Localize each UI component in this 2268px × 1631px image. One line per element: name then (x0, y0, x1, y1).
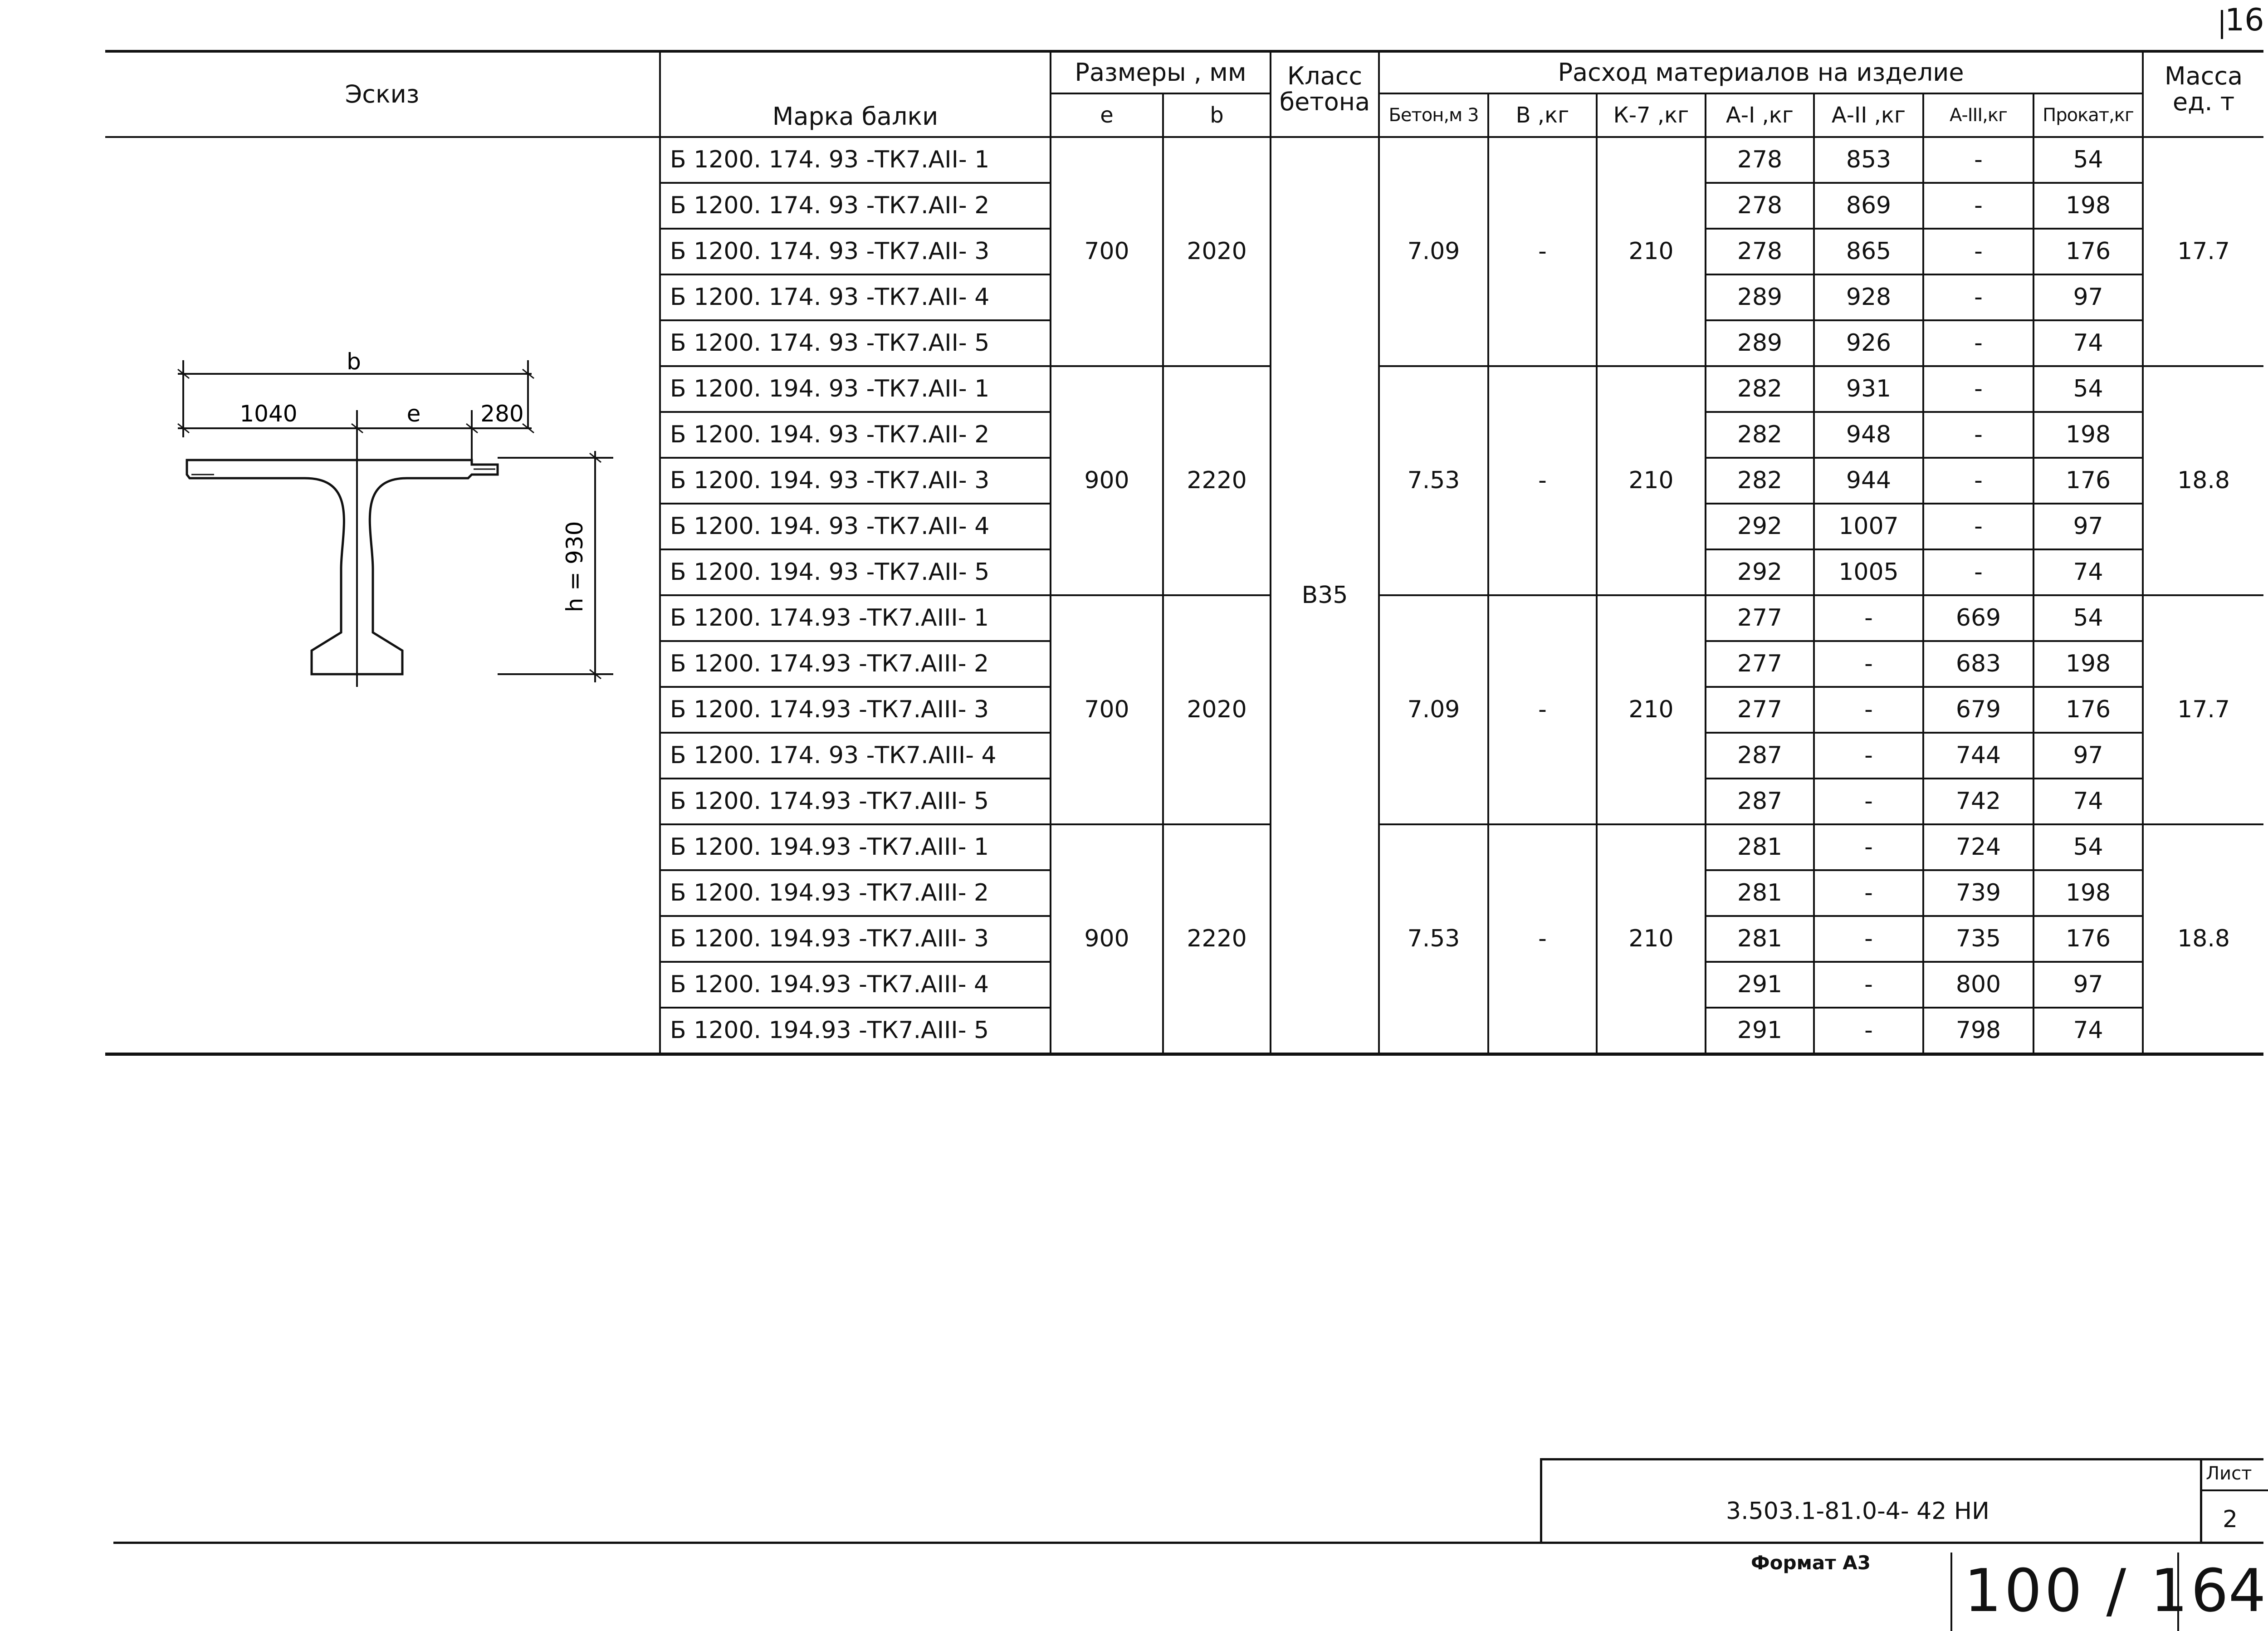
a1-kg-value: 292 (1706, 549, 1814, 595)
rolled-kg-value: 54 (2033, 595, 2143, 641)
a2-kg-value: 853 (1814, 137, 1923, 183)
k7-kg-value: 210 (1597, 366, 1706, 595)
rolled-kg-value: 74 (2033, 1008, 2143, 1054)
table-row (105, 137, 2263, 183)
a3-kg-value: - (1923, 412, 2033, 458)
concrete-volume-value: 7.53 (1379, 366, 1488, 595)
mass-value: 17.7 (2143, 595, 2263, 824)
rolled-kg-value: 176 (2033, 229, 2143, 274)
rolled-kg-value: 176 (2033, 458, 2143, 504)
corner-page-number: 16 (2225, 2, 2264, 38)
beam-mark: Б 1200. 174. 93 -ТК7.АII- 3 (660, 229, 1051, 274)
dim-e-value: 700 (1051, 595, 1163, 824)
a2-kg-value: 931 (1814, 366, 1923, 412)
b-kg-value: - (1488, 824, 1597, 1054)
a3-kg-value: 798 (1923, 1008, 2033, 1054)
rolled-kg-value: 198 (2033, 183, 2143, 229)
a2-kg-value: - (1814, 916, 1923, 962)
rolled-kg-value: 198 (2033, 412, 2143, 458)
k7-kg-value: 210 (1597, 595, 1706, 824)
rolled-kg-value: 198 (2033, 870, 2143, 916)
col-k7-kg: К-7 ,кг (1597, 93, 1706, 137)
sheet-box (2200, 1460, 2268, 1543)
document-code: 3.503.1-81.0-4- 42 НИ (1726, 1498, 1989, 1525)
beam-mark: Б 1200. 194. 93 -ТК7.АII- 5 (660, 549, 1051, 595)
a2-kg-value: 928 (1814, 274, 1923, 320)
col-dimensions: Размеры , мм (1051, 51, 1271, 93)
a3-kg-value: - (1923, 320, 2033, 366)
beam-mark: Б 1200. 174. 93 -ТК7.АII- 1 (660, 137, 1051, 183)
beam-mark: Б 1200. 174.93 -ТК7.АIII- 2 (660, 641, 1051, 687)
a2-kg-value: 944 (1814, 458, 1923, 504)
rolled-kg-value: 54 (2033, 137, 2143, 183)
col-concrete-class: Класс бетона (1271, 51, 1379, 137)
k7-kg-value: 210 (1597, 824, 1706, 1054)
a3-kg-value: - (1923, 458, 2033, 504)
a3-kg-value: - (1923, 549, 2033, 595)
a1-kg-value: 278 (1706, 137, 1814, 183)
a3-kg-value: 679 (1923, 687, 2033, 733)
col-a1-kg: А-I ,кг (1706, 93, 1814, 137)
rolled-kg-value: 74 (2033, 320, 2143, 366)
beam-mark: Б 1200. 194. 93 -ТК7.АII- 3 (660, 458, 1051, 504)
sketch-label-b: b (347, 348, 361, 375)
col-mass: Масса ед. т (2143, 51, 2263, 137)
col-sketch: Эскиз (105, 51, 660, 137)
a1-kg-value: 277 (1706, 687, 1814, 733)
rolled-kg-value: 97 (2033, 274, 2143, 320)
col-a2-kg: А-II ,кг (1814, 93, 1923, 137)
beam-mark: Б 1200. 174. 93 -ТК7.АIII- 4 (660, 733, 1051, 779)
beam-mark: Б 1200. 194.93 -ТК7.АIII- 5 (660, 1008, 1051, 1054)
a3-kg-value: - (1923, 229, 2033, 274)
a1-kg-value: 287 (1706, 733, 1814, 779)
rolled-kg-value: 198 (2033, 641, 2143, 687)
beam-mark: Б 1200. 174. 93 -ТК7.АII- 4 (660, 274, 1051, 320)
sketch-label-e: e (406, 401, 421, 427)
a3-kg-value: 739 (1923, 870, 2033, 916)
beam-spec-table (105, 50, 2263, 1056)
b-kg-value: - (1488, 366, 1597, 595)
rolled-kg-value: 54 (2033, 366, 2143, 412)
col-concrete-volume: Бетон,м 3 (1379, 93, 1488, 137)
beam-mark: Б 1200. 174. 93 -ТК7.АII- 5 (660, 320, 1051, 366)
mass-value: 17.7 (2143, 137, 2263, 366)
col-a3-kg: А-III,кг (1923, 93, 2033, 137)
a3-kg-value: - (1923, 274, 2033, 320)
a3-kg-value: 669 (1923, 595, 2033, 641)
a3-kg-value: 742 (1923, 779, 2033, 824)
sketch-label-h: h = 930 (562, 521, 588, 612)
beam-mark: Б 1200. 174.93 -ТК7.АIII- 5 (660, 779, 1051, 824)
page-number-left: 100 / 1 (1964, 1556, 2191, 1625)
beam-mark: Б 1200. 194.93 -ТК7.АIII- 2 (660, 870, 1051, 916)
a3-kg-value: 800 (1923, 962, 2033, 1008)
dim-e-value: 900 (1051, 824, 1163, 1054)
col-dim-b: b (1163, 93, 1271, 137)
beam-mark: Б 1200. 194.93 -ТК7.АIII- 1 (660, 824, 1051, 870)
bottom-rule (113, 1542, 2263, 1544)
a3-kg-value: - (1923, 183, 2033, 229)
a2-kg-value: - (1814, 595, 1923, 641)
beam-mark: Б 1200. 194. 93 -ТК7.АII- 2 (660, 412, 1051, 458)
a3-kg-value: 683 (1923, 641, 2033, 687)
col-materials: Расход материалов на изделие (1379, 51, 2143, 93)
a2-kg-value: - (1814, 687, 1923, 733)
a2-kg-value: - (1814, 641, 1923, 687)
mass-value: 18.8 (2143, 366, 2263, 595)
a1-kg-value: 292 (1706, 504, 1814, 549)
paper-format: Формат А3 (1751, 1552, 1871, 1574)
a1-kg-value: 277 (1706, 641, 1814, 687)
corner-divider (2221, 10, 2223, 39)
a3-kg-value: 735 (1923, 916, 2033, 962)
concrete-volume-value: 7.09 (1379, 137, 1488, 366)
sketch-label-1040: 1040 (240, 401, 298, 427)
a2-kg-value: 1005 (1814, 549, 1923, 595)
a2-kg-value: - (1814, 824, 1923, 870)
beam-mark: Б 1200. 194.93 -ТК7.АIII- 4 (660, 962, 1051, 1008)
a2-kg-value: - (1814, 733, 1923, 779)
rolled-kg-value: 97 (2033, 733, 2143, 779)
a2-kg-value: 869 (1814, 183, 1923, 229)
k7-kg-value: 210 (1597, 137, 1706, 366)
sketch-label-280: 280 (480, 401, 524, 427)
a1-kg-value: 281 (1706, 824, 1814, 870)
concrete-volume-value: 7.09 (1379, 595, 1488, 824)
beam-mark: Б 1200. 174.93 -ТК7.АIII- 3 (660, 687, 1051, 733)
mass-value: 18.8 (2143, 824, 2263, 1054)
b-kg-value: - (1488, 595, 1597, 824)
sketch-cell (105, 137, 660, 1054)
rolled-kg-value: 176 (2033, 687, 2143, 733)
col-dim-e: e (1051, 93, 1163, 137)
page-number-divider (1950, 1553, 1952, 1631)
a2-kg-value: - (1814, 779, 1923, 824)
a1-kg-value: 281 (1706, 916, 1814, 962)
a2-kg-value: 1007 (1814, 504, 1923, 549)
rolled-kg-value: 176 (2033, 916, 2143, 962)
dim-b-value: 2220 (1163, 366, 1271, 595)
a1-kg-value: 281 (1706, 870, 1814, 916)
a1-kg-value: 282 (1706, 458, 1814, 504)
dim-e-value: 900 (1051, 366, 1163, 595)
a2-kg-value: - (1814, 1008, 1923, 1054)
beam-mark: Б 1200. 194. 93 -ТК7.АII- 1 (660, 366, 1051, 412)
a1-kg-value: 291 (1706, 1008, 1814, 1054)
a1-kg-value: 277 (1706, 595, 1814, 641)
rolled-kg-value: 74 (2033, 779, 2143, 824)
a2-kg-value: 926 (1814, 320, 1923, 366)
a3-kg-value: - (1923, 366, 2033, 412)
concrete-class-value: В35 (1271, 137, 1379, 1054)
col-rolled-kg: Прокат,кг (2033, 93, 2143, 137)
beam-mark: Б 1200. 174.93 -ТК7.АIII- 1 (660, 595, 1051, 641)
a2-kg-value: - (1814, 870, 1923, 916)
beam-mark: Б 1200. 194. 93 -ТК7.АII- 4 (660, 504, 1051, 549)
a1-kg-value: 278 (1706, 229, 1814, 274)
a2-kg-value: - (1814, 962, 1923, 1008)
rolled-kg-value: 74 (2033, 549, 2143, 595)
dim-b-value: 2220 (1163, 824, 1271, 1054)
beam-cross-section-sketch (105, 138, 660, 1000)
a3-kg-value: 744 (1923, 733, 2033, 779)
rolled-kg-value: 97 (2033, 962, 2143, 1008)
b-kg-value: - (1488, 137, 1597, 366)
sheet-divider (2202, 1489, 2268, 1491)
title-block (1540, 1458, 2263, 1543)
a1-kg-value: 282 (1706, 412, 1814, 458)
dim-e-value: 700 (1051, 137, 1163, 366)
rolled-kg-value: 97 (2033, 504, 2143, 549)
page-number-right: 64 (2191, 1556, 2266, 1625)
a1-kg-value: 287 (1706, 779, 1814, 824)
a3-kg-value: 724 (1923, 824, 2033, 870)
a1-kg-value: 291 (1706, 962, 1814, 1008)
a3-kg-value: - (1923, 504, 2033, 549)
a1-kg-value: 289 (1706, 320, 1814, 366)
sheet-number: 2 (2223, 1506, 2238, 1533)
a2-kg-value: 948 (1814, 412, 1923, 458)
a3-kg-value: - (1923, 137, 2033, 183)
concrete-volume-value: 7.53 (1379, 824, 1488, 1054)
rolled-kg-value: 54 (2033, 824, 2143, 870)
a2-kg-value: 865 (1814, 229, 1923, 274)
beam-mark: Б 1200. 174. 93 -ТК7.АII- 2 (660, 183, 1051, 229)
a1-kg-value: 278 (1706, 183, 1814, 229)
a1-kg-value: 282 (1706, 366, 1814, 412)
a1-kg-value: 289 (1706, 274, 1814, 320)
dim-b-value: 2020 (1163, 595, 1271, 824)
beam-mark: Б 1200. 194.93 -ТК7.АIII- 3 (660, 916, 1051, 962)
dim-b-value: 2020 (1163, 137, 1271, 366)
col-b-kg: В ,кг (1488, 93, 1597, 137)
col-mark: Марка балки (660, 51, 1051, 137)
sheet-label: Лист (2206, 1463, 2252, 1484)
